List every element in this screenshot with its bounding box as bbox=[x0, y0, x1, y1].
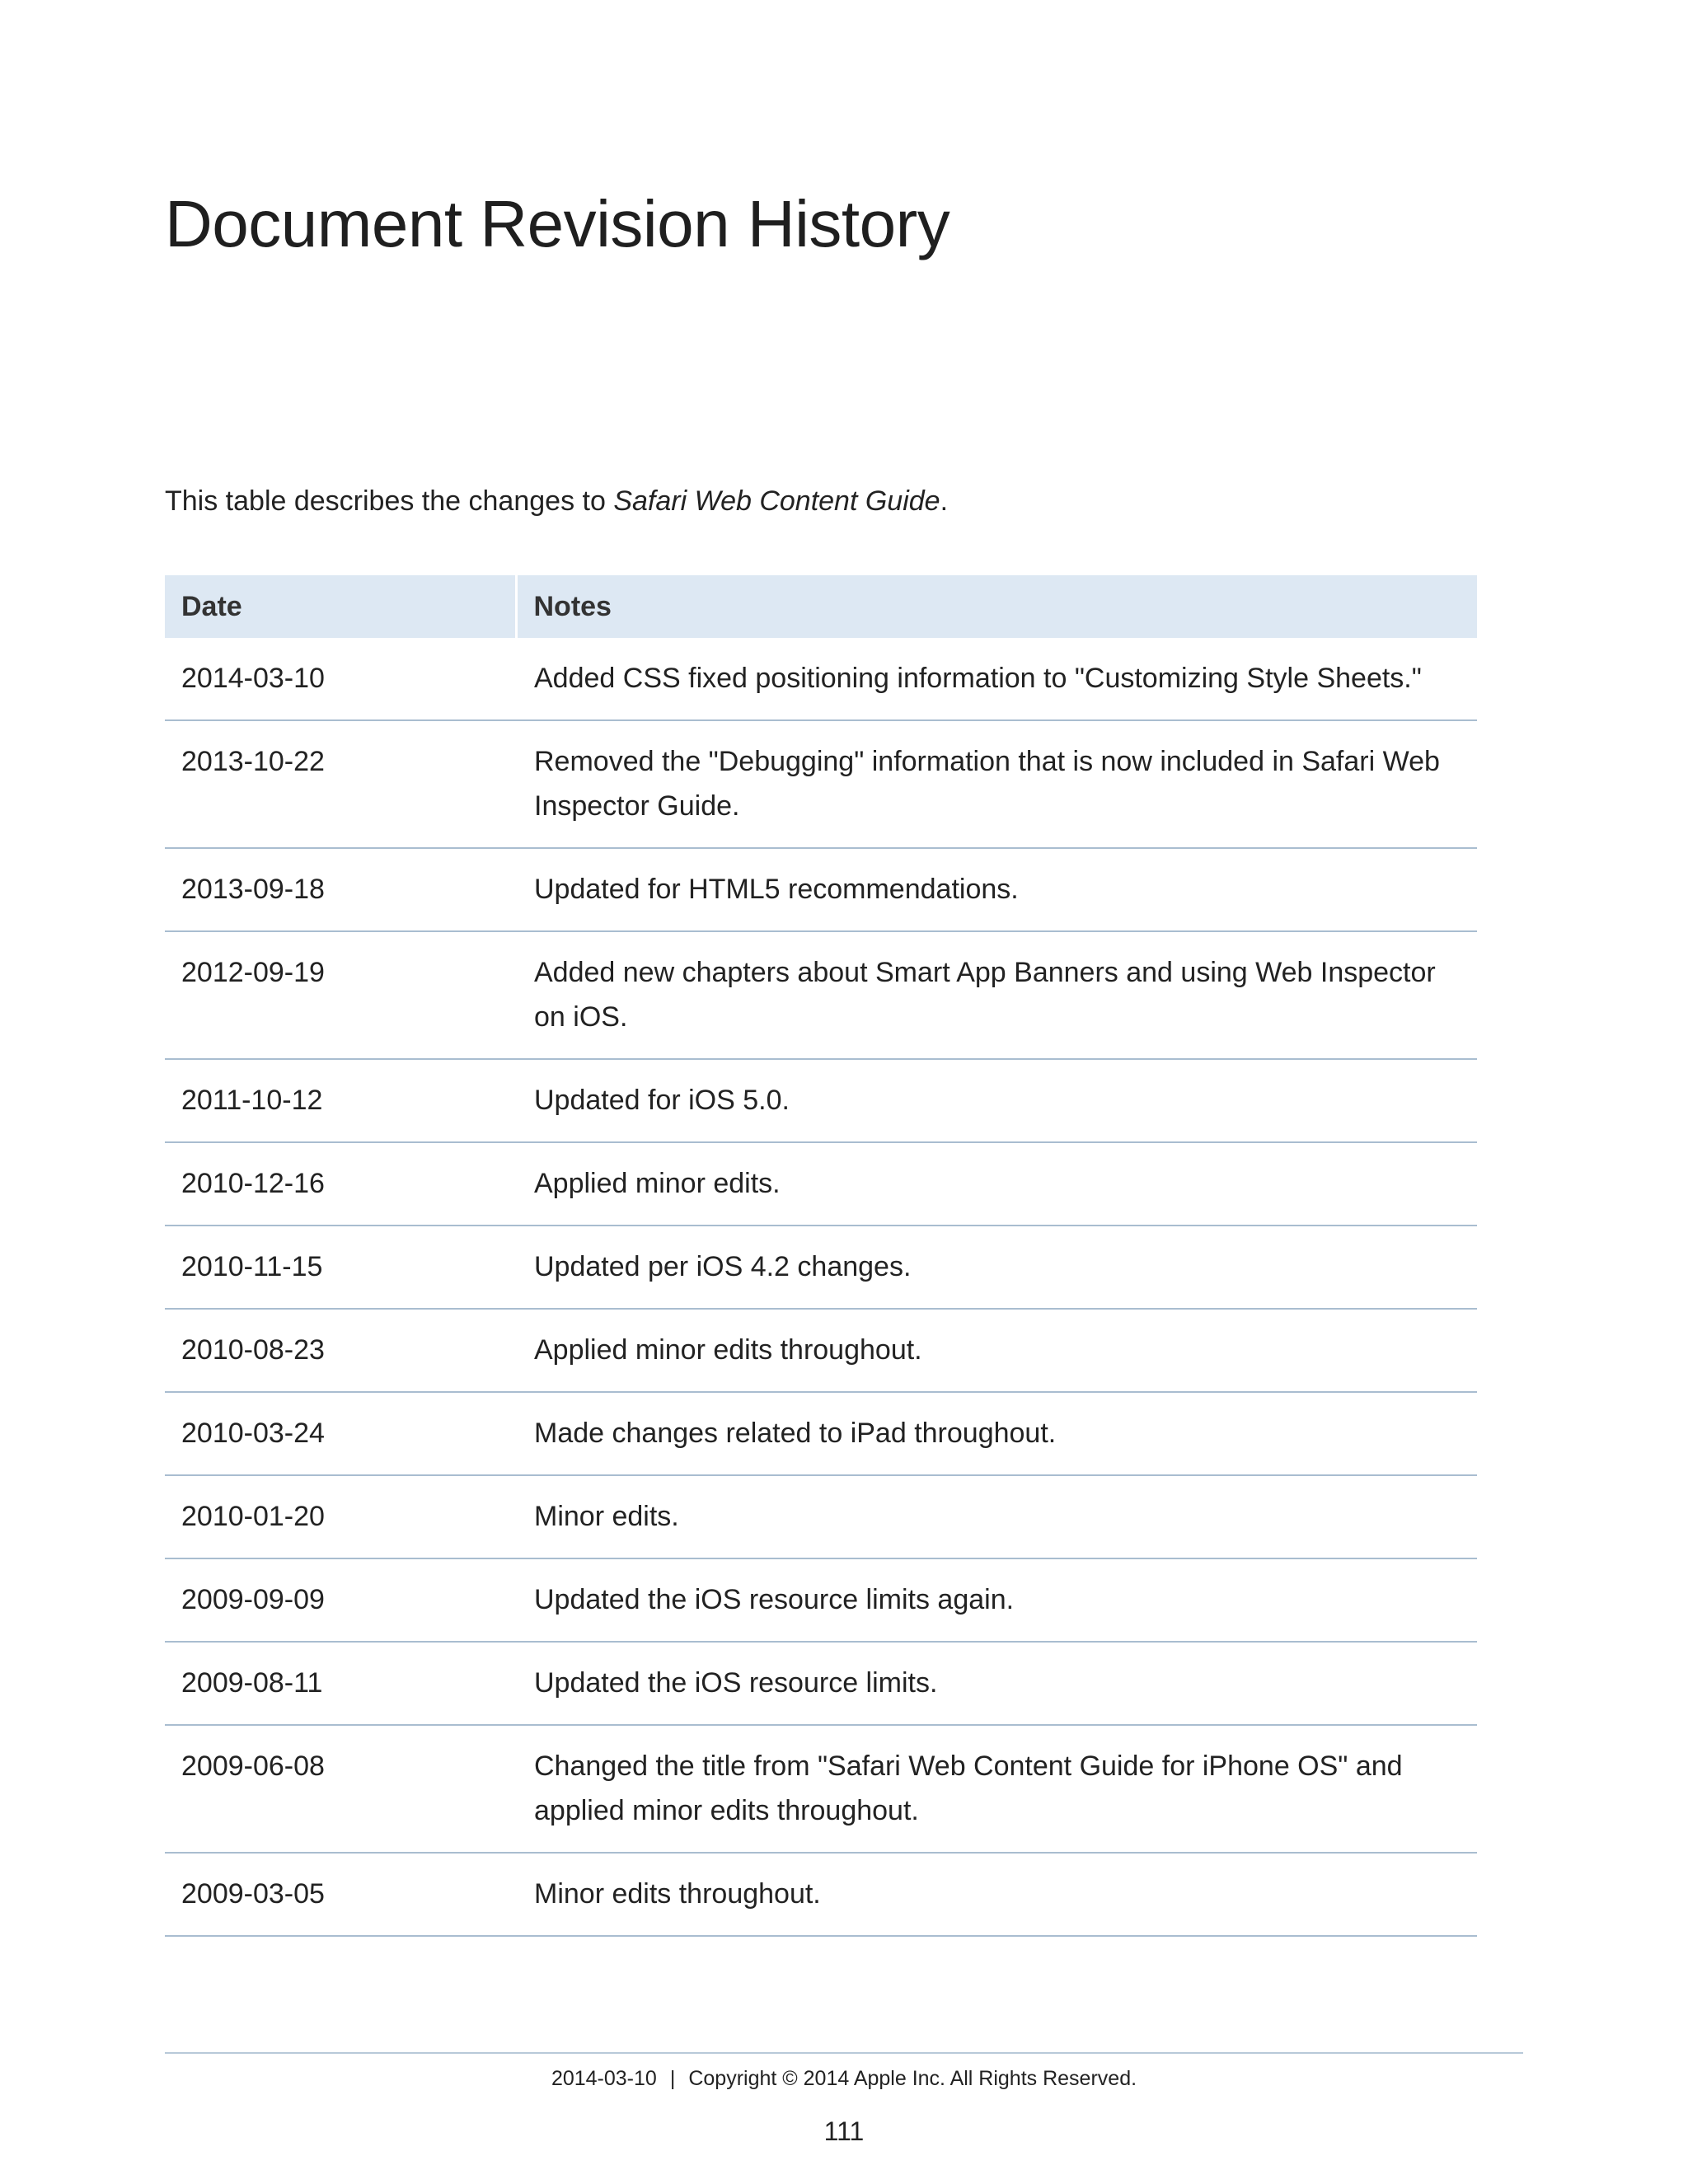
revision-date: 2013-10-22 bbox=[165, 720, 516, 848]
revision-history-table bbox=[165, 575, 1477, 1937]
table-row bbox=[165, 1853, 1477, 1936]
revision-notes: Applied minor edits throughout. bbox=[516, 1309, 1477, 1392]
intro-suffix: . bbox=[940, 485, 949, 517]
footer-separator: | bbox=[669, 2067, 676, 2090]
page-number: 111 bbox=[823, 2116, 865, 2146]
footer-date: 2014-03-10 bbox=[551, 2067, 657, 2090]
table-row bbox=[165, 1475, 1477, 1558]
column-header-notes: Notes bbox=[516, 575, 1477, 638]
table-row bbox=[165, 1059, 1477, 1142]
table-row bbox=[165, 720, 1477, 848]
table-row bbox=[165, 1725, 1477, 1853]
revision-date: 2010-08-23 bbox=[165, 1309, 516, 1392]
revision-date: 2011-10-12 bbox=[165, 1059, 516, 1142]
revision-date: 2014-03-10 bbox=[165, 638, 516, 720]
table-row bbox=[165, 1558, 1477, 1642]
revision-date: 2013-09-18 bbox=[165, 848, 516, 931]
table-header-row bbox=[165, 575, 1477, 638]
revision-notes: Minor edits throughout. bbox=[516, 1853, 1477, 1936]
revision-notes: Changed the title from "Safari Web Content Guide for iPhone OS" and applied minor edits throughout. bbox=[516, 1725, 1477, 1853]
revision-date: 2009-09-09 bbox=[165, 1558, 516, 1642]
revision-notes: Updated the iOS resource limits again. bbox=[516, 1558, 1477, 1642]
revision-notes: Made changes related to iPad throughout. bbox=[516, 1392, 1477, 1475]
page-title: Document Revision History bbox=[165, 187, 950, 260]
revision-date: 2009-03-05 bbox=[165, 1853, 516, 1936]
revision-notes: Updated the iOS resource limits. bbox=[516, 1642, 1477, 1725]
revision-notes: Added new chapters about Smart App Banners and using Web Inspector on iOS. bbox=[516, 931, 1477, 1059]
revision-notes: Removed the "Debugging" information that is now included in Safari Web Inspector Guide. bbox=[516, 720, 1477, 848]
table-body bbox=[165, 638, 1477, 1936]
intro-text bbox=[165, 483, 948, 519]
table-row bbox=[165, 848, 1477, 931]
table-row bbox=[165, 1226, 1477, 1309]
revision-date: 2010-11-15 bbox=[165, 1226, 516, 1309]
intro-prefix: This table describes the changes to bbox=[165, 485, 614, 517]
revision-notes: Added CSS fixed positioning information to "Customizing Style Sheets." bbox=[516, 638, 1477, 720]
revision-notes: Updated for iOS 5.0. bbox=[516, 1059, 1477, 1142]
table-header bbox=[165, 575, 1477, 638]
footer-copyright: Copyright © 2014 Apple Inc. All Rights Reserved. bbox=[688, 2067, 1137, 2090]
revision-date: 2009-08-11 bbox=[165, 1642, 516, 1725]
table-row bbox=[165, 1142, 1477, 1226]
revision-notes: Updated per iOS 4.2 changes. bbox=[516, 1226, 1477, 1309]
revision-notes: Updated for HTML5 recommendations. bbox=[516, 848, 1477, 931]
table-row bbox=[165, 931, 1477, 1059]
intro-document-title: Safari Web Content Guide bbox=[613, 485, 940, 517]
table-row bbox=[165, 1392, 1477, 1475]
footer bbox=[0, 2067, 1688, 2091]
table-row bbox=[165, 1642, 1477, 1725]
revision-date: 2009-06-08 bbox=[165, 1725, 516, 1853]
table-row bbox=[165, 1309, 1477, 1392]
footer-divider bbox=[165, 2052, 1523, 2054]
revision-notes: Minor edits. bbox=[516, 1475, 1477, 1558]
revision-date: 2010-12-16 bbox=[165, 1142, 516, 1226]
revision-date: 2012-09-19 bbox=[165, 931, 516, 1059]
revision-date: 2010-01-20 bbox=[165, 1475, 516, 1558]
revision-notes: Applied minor edits. bbox=[516, 1142, 1477, 1226]
revision-date: 2010-03-24 bbox=[165, 1392, 516, 1475]
column-header-date: Date bbox=[165, 575, 516, 638]
table-row bbox=[165, 638, 1477, 720]
